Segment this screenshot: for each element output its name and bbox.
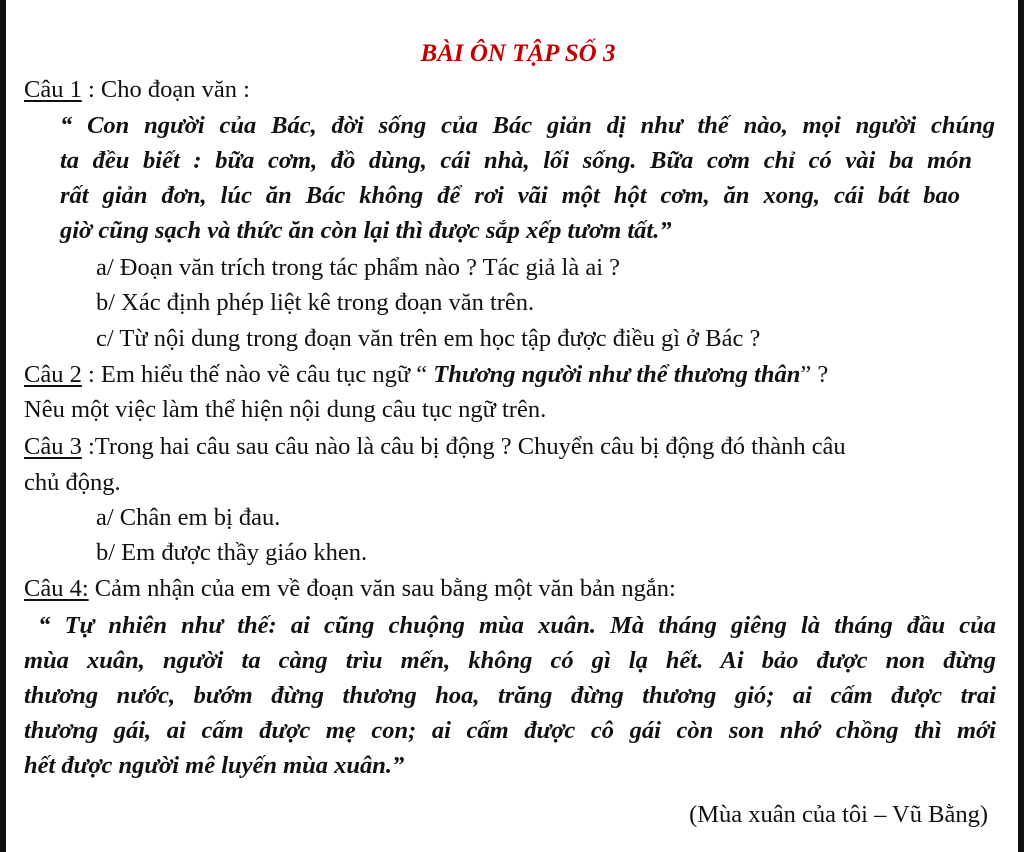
document-page <box>6 0 1018 852</box>
question-4-label: Câu 4: <box>24 575 89 602</box>
question-1-passage-line-2: ta đều biết : bữa cơm, đồ dùng, cái nhà, lối sống. Bữa cơm chỉ có vài ba món <box>60 147 972 174</box>
question-2-line-2: Nêu một việc làm thể hiện nội dung câu tục ngữ trên. <box>24 396 547 423</box>
question-1-passage-line-3: rất giản đơn, lúc ăn Bác không để rơi vãi một hột cơm, ăn xong, cái bát bao <box>60 182 960 209</box>
question-3-line-1 <box>24 431 846 463</box>
question-4-passage-line-2: mùa xuân, người ta càng trìu mến, không có gì lạ hết. Ai bảo được non đừng <box>24 647 996 674</box>
question-1-label: Câu 1 <box>24 76 82 103</box>
question-2-label: Câu 2 <box>24 361 82 388</box>
question-1-item-a: a/ Đoạn văn trích trong tác phẩm nào ? Tác giả là ai ? <box>96 254 621 281</box>
question-2-line-1 <box>24 359 828 391</box>
question-3-item-a: a/ Chân em bị đau. <box>96 504 281 531</box>
question-3-item-b: b/ Em được thầy giáo khen. <box>96 539 368 566</box>
question-1-passage-line-4: giờ cũng sạch và thức ăn còn lại thì được sắp xếp tươm tất.” <box>60 217 672 244</box>
question-1-passage-line-1: “ Con người của Bác, đời sống của Bác giản dị như thế nào, mọi người chúng <box>60 112 995 139</box>
page-title: BÀI ÔN TẬP SỐ 3 <box>420 40 616 67</box>
question-4-passage-line-3: thương nước, bướm đừng thương hoa, trăng đừng thương gió; ai cấm được trai <box>24 682 996 709</box>
question-4-passage-line-4: thương gái, ai cấm được mẹ con; ai cấm được cô gái còn son nhớ chồng thì mới <box>24 717 996 744</box>
question-1-heading <box>24 74 250 106</box>
question-4-source: (Mùa xuân của tôi – Vũ Bằng) <box>689 801 988 828</box>
question-3-label: Câu 3 <box>24 433 82 460</box>
question-4-passage-line-1: “ Tự nhiên như thế: ai cũng chuộng mùa xuân. Mà tháng giêng là tháng đầu của <box>24 612 996 639</box>
question-2-post: ” ? <box>800 361 829 388</box>
question-4-passage-line-5: hết được người mê luyến mùa xuân.” <box>24 752 405 779</box>
question-1-intro: : Cho đoạn văn : <box>81 76 250 103</box>
question-2-proverb: Thương người như thể thương thân <box>433 361 801 388</box>
question-4-text: Cảm nhận của em về đoạn văn sau bằng một văn bản ngắn: <box>88 575 676 602</box>
question-1-item-b: b/ Xác định phép liệt kê trong đoạn văn trên. <box>96 289 535 316</box>
question-4-heading <box>24 573 676 605</box>
question-3-text-1: :Trong hai câu sau câu nào là câu bị động ? Chuyển câu bị động đó thành câu <box>81 433 846 460</box>
question-3-line-2: chủ động. <box>24 469 121 496</box>
question-1-item-c: c/ Từ nội dung trong đoạn văn trên em học tập được điều gì ở Bác ? <box>96 325 761 352</box>
question-2-pre: : Em hiểu thế nào về câu tục ngữ “ <box>81 361 434 388</box>
